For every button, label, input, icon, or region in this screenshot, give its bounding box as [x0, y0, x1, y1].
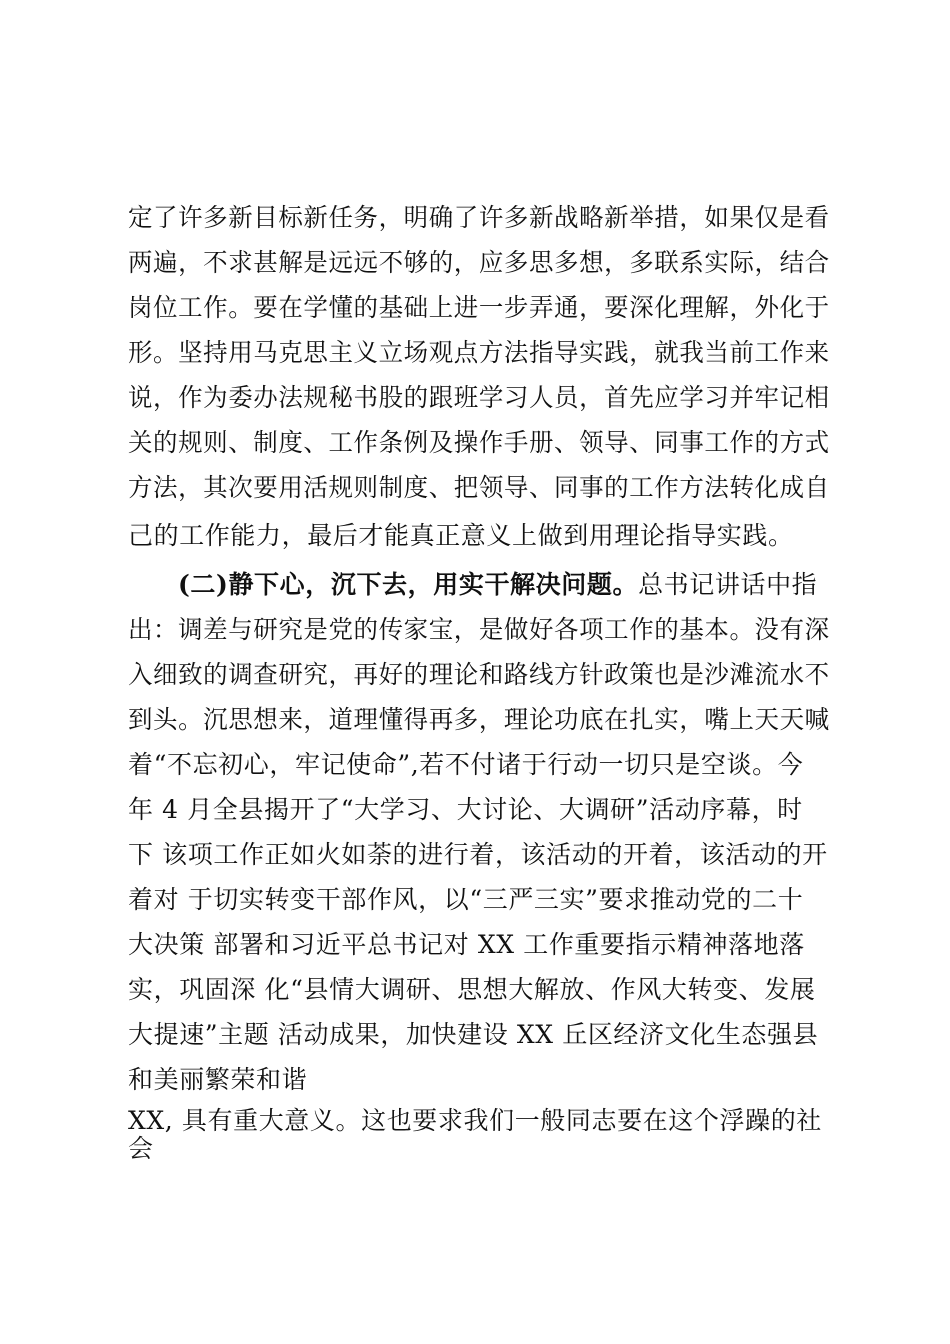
paragraph-line: 实，巩固深 化“县情大调研、思想大解放、作风大转变、发展: [128, 975, 816, 1004]
paragraph-line: 着“不忘初心，牢记使命”,若不付诸于行动一切只是空谈。今: [128, 750, 804, 779]
paragraph-line: 年 4 月全县揭开了“大学习、大讨论、大调研”活动序幕，时: [128, 795, 803, 824]
paragraph-line: 两遍，不求甚解是远远不够的，应多思多想，多联系实际，结合: [128, 248, 830, 277]
heading-continuation: 总书记讲话中指: [638, 570, 818, 599]
paragraph-line: 会: [128, 1134, 154, 1163]
paragraph-line: 方法，其次要用活规则制度、把领导、同事的工作方法转化成自: [128, 473, 830, 502]
paragraph-line: 岗位工作。要在学懂的基础上进一步弄通，要深化理解，外化于: [128, 293, 830, 322]
paragraph-line: 和美丽繁荣和谐: [128, 1065, 308, 1094]
paragraph-line: 大决策 部署和习近平总书记对 XX 工作重要指示精神落地落: [128, 930, 805, 959]
paragraph-line: 着对 于切实转变干部作风，以“三严三实”要求推动党的二十: [128, 885, 804, 914]
paragraph-line: 下 该项工作正如火如荼的进行着，该活动的开着，该活动的开: [128, 840, 828, 869]
paragraph-line: 形。坚持用马克思主义立场观点方法指导实践，就我当前工作来: [128, 338, 830, 367]
section-heading-line: [178, 570, 817, 600]
paragraph-line: XX, 具有重大意义。这也要求我们一般同志要在这个浮躁的社: [128, 1106, 822, 1135]
paragraph-line: 说，作为委办法规秘书股的跟班学习人员，首先应学习并牢记相: [128, 383, 830, 412]
paragraph-line: 到头。沉思想来，道理懂得再多，理论功底在扎实，嘴上天天喊: [128, 705, 830, 734]
paragraph-line: 关的规则、制度、工作条例及操作手册、领导、同事工作的方式: [128, 428, 830, 457]
paragraph-line: 入细致的调查研究，再好的理论和路线方针政策也是沙滩流水不: [128, 660, 830, 689]
paragraph-line: 己的工作能力，最后才能真正意义上做到用理论指导实践。: [128, 521, 794, 550]
section-heading: (二)静下心，沉下去，用实干解决问题。: [178, 570, 639, 599]
paragraph-line: 出：调差与研究是党的传家宝，是做好各项工作的基本。没有深: [128, 615, 830, 644]
paragraph-line: 大提速”主题 活动成果，加快建设 XX 丘区经济文化生态强县: [128, 1020, 819, 1049]
paragraph-line: 定了许多新目标新任务，明确了许多新战略新举措，如果仅是看: [128, 203, 830, 232]
